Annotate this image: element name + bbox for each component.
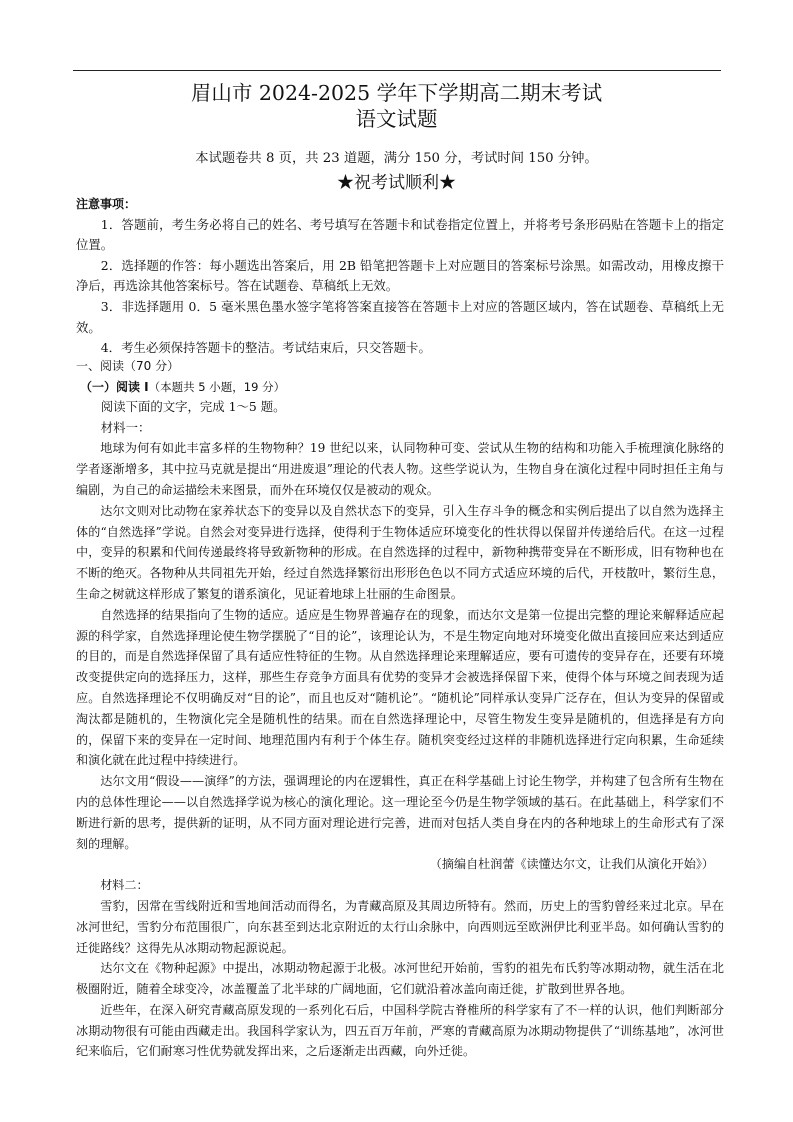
notice-item: 1．答题前，考生务必将自己的姓名、考号填写在答题卡和试卷指定位置上，并将考号条形码贴在答题卡上的指定位置。 [76,216,724,253]
material1-paragraph: 地球为何有如此丰富多样的生物物种？19 世纪以来，认同物种可变、尝试从生物的结构和功能入手梳理演化脉络的学者逐渐增多，其中拉马克就是提出“用进废退”理论的代表人物。这些学说认为，生物自身在演化过程中同时担任主角与编剧，为自己的命运描绘未来图景，而外在环境仅仅是被动的观众。 [76,441,724,497]
reading-section [76,356,724,1062]
material2-paragraph: 近些年，在深入研究青藏高原发现的一系列化石后，中国科学院古脊椎所的科学家有了不一样的认识，他们判断部分冰期动物很有可能由西藏走出。我国科学家认为，四五百万年前，严寒的青藏高原为冰期动物提供了“训练基地”，冰河世纪来临后，它们耐寒习性优势就发挥出来，之后逐渐走出西藏，向外迁徙。 [76,1002,724,1059]
material2-paragraph: 达尔文在《物种起源》中提出，冰期动物起源于北极。冰河世纪开始前，雪豹的祖先布氏豹等冰期动物，就生活在北极圈附近，随着全球变冷，冰盖覆盖了北半球的广阔地面，它们就沿着冰盖向南迁徙，扩散到世界各地。 [76,961,724,997]
material2-paragraph: 雪豹，因常在雪线附近和雪地间活动而得名，为青藏高原及其周边所特有。然而，历史上的雪豹曾经来过北京。早在冰河世纪，雪豹分布范围很广，向东甚至到达北京附近的太行山余脉中，向西则远至欧洲伊比利亚半岛。如何确认雪豹的迁徙路线？这得先从冰期动物起源说起。 [76,898,724,955]
material1-paragraph: 自然选择的结果指向了生物的适应。适应是生物界普遍存在的现象，而达尔文是第一位提出完整的理论来解释适应起源的科学家，自然选择理论使生物学摆脱了“目的论”，该理论认为，不是生物定向地对环境变化做出直接回应来达到适应的目的，而是自然选择保留了具有适应性特征的生物。从自然选择理论来理解适应，要有可遗传的变异存在，还要有环境改变提供定向的选择压力，这样，那些生存竞争方面具有优势的变异才会被选择保留下来，使得个体与环境之间表现为适应。自然选择理论不仅明确反对“目的论”，而且也反对“随机论”。“随机论”同样承认变异广泛存在，但认为变异的保留或淘汰都是随机的，生物演化完全是随机性的结果。而在自然选择理论中，尽管生物发生变异是随机的，但选择是有方向的，保留下来的变异在一定时间、地理范围内有利于个体生存。随机突变经过这样的非随机选择进行定向积累，生命延续和演化就在此过程中持续进行。 [76,607,724,768]
exam-subtitle: 语文试题 [355,107,438,131]
section-title: 一、阅读（70 分） [76,359,180,373]
material1-label: 材料一： [100,419,151,435]
exam-info: 本试题卷共 8 页，共 23 道题，满分 150 分，考试时间 150 分钟。 [195,151,598,166]
material1-paragraph: 达尔文则对比动物在家养状态下的变异以及自然状态下的变异，引入生存斗争的概念和实例后提出了以自然为选择主体的“自然选择”学说。自然会对变异进行选择，使得利于生物体适应环境变化的性状得以保留并传递给后代。在这一过程中，变异的积累和代间传递最终将导致新物种的形成。在自然选择的过程中，新物种携带变异在不断形成，旧有物种也在不断的绝灭。各物种从共同祖先开始，经过自然选择繁衍出形形色色以不同方式适应环境的后代，开枝散叶，繁衍生息，生命之树就这样形成了繁复的谱系演化，见证着地球上壮丽的生命图景。 [76,503,724,601]
instruction: 阅读下面的文字，完成 1～5 题。 [100,399,286,415]
part-note: （本题共 5 小题，19 分） [148,379,286,394]
material1-paragraph: 达尔文用“假设——演绎”的方法，强调理论的内在逻辑性，真正在科学基础上讨论生物学，并构建了包含所有生物在内的总体性理论——以自然选择学说为核心的演化理论。这一理论至今仍是生物学领域的基石。在此基础上，科学家们不断进行新的思考，提供新的证明，从不同方面对理论进行完善，进而对包括人类自身在内的各种地球上的生命形式有了深刻的理解。 [76,774,724,851]
part-heading [76,377,724,398]
notice-section [76,194,724,359]
notice-item: 3．非选择题用 0．5 毫米黑色墨水签字笔将答案直接答在答题卡上对应的答题区域内，答在试题卷、草稿纸上无效。 [76,298,724,335]
part-label: （一）阅读 I [80,379,149,394]
blessing-text: ★祝考试顺利★ [337,173,456,193]
material2-label: 材料二： [100,878,149,893]
notice-item: 2．选择题的作答：每小题选出答案后，用 2B 铅笔把答题卡上对应题目的答案标号涂黑。如需改动，用橡皮擦干净后，再选涂其他答案标号。答在试题卷、草稿纸上无效。 [76,257,724,294]
notice-heading: 注意事项： [76,197,137,211]
exam-title: 眉山市 2024-2025 学年下学期高二期末考试 [190,81,603,105]
notice-item: 4．考生必须保持答题卡的整洁。考试结束后，只交答题卡。 [100,340,431,356]
header-rule [73,70,721,71]
material1-source: （摘编自杜润蕾《读懂达尔文，让我们从演化开始》） [429,857,714,872]
